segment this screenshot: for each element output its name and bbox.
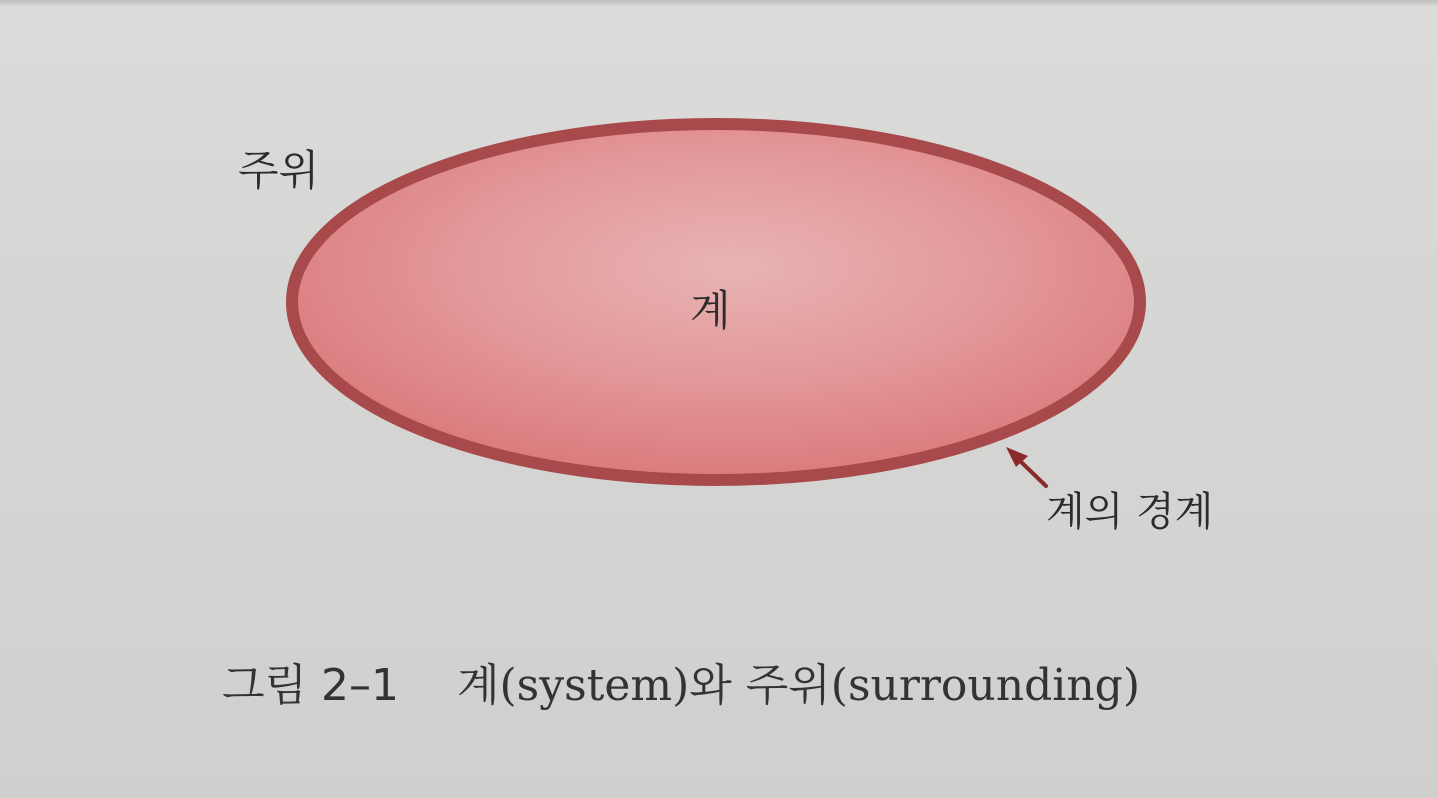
boundary-arrow: [1006, 447, 1046, 486]
boundary-label: 계의 경계: [1046, 489, 1214, 535]
system-label: 계: [690, 286, 731, 335]
figure-caption: [222, 660, 1141, 711]
figure-number: 그림 2–1: [222, 660, 399, 711]
surrounding-label: 주위: [238, 146, 320, 195]
caption-text: 계(system)와 주위(surrounding): [456, 660, 1141, 711]
